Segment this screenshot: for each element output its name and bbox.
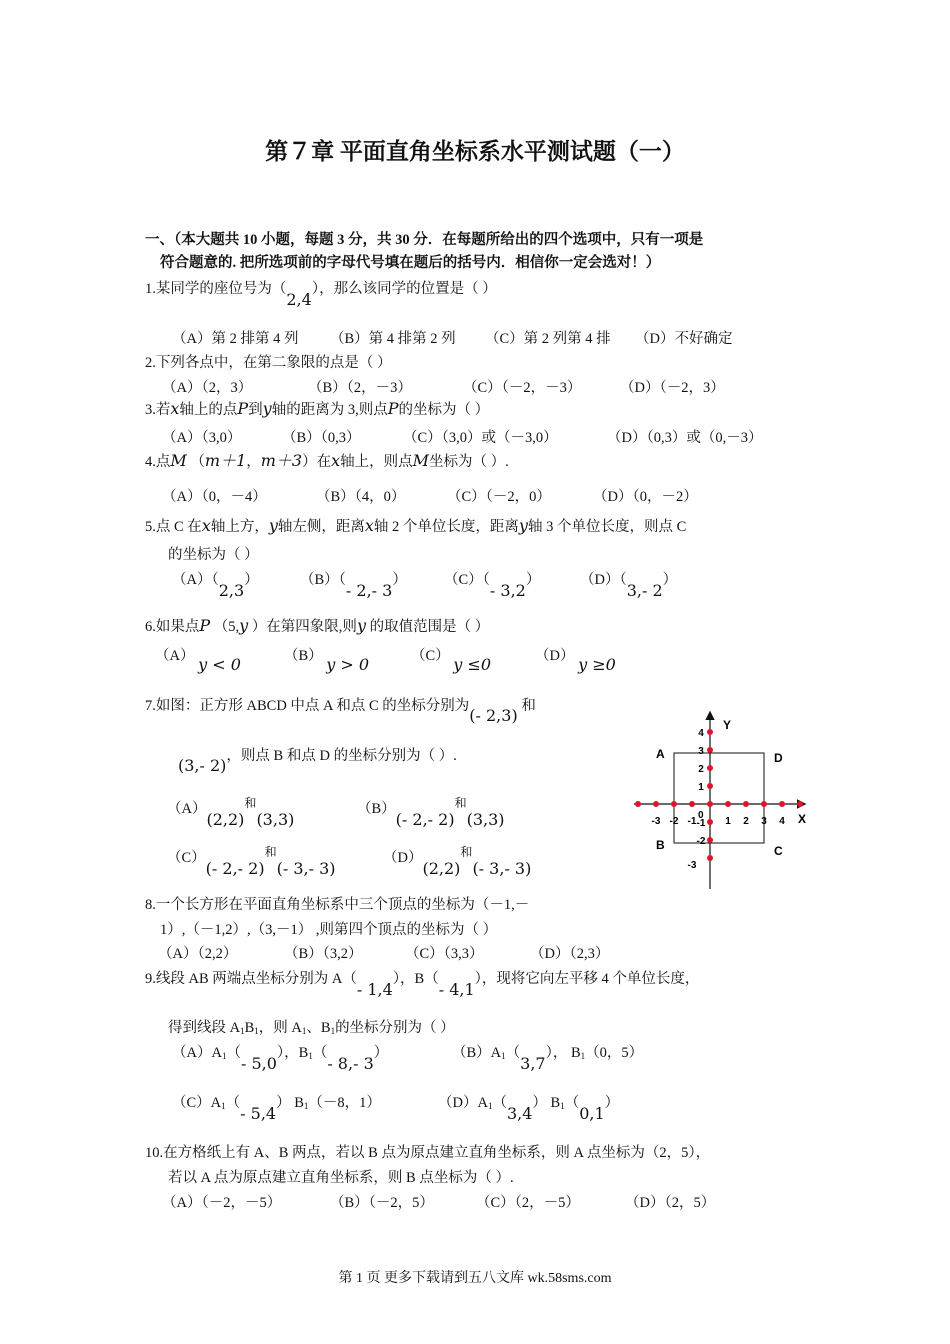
q7-d-m2: (- 3,- 3) (472, 859, 532, 878)
x-axis-point (779, 801, 785, 807)
q5-var-x: x (201, 516, 211, 535)
q3-text-3: 到 (248, 402, 263, 418)
page-footer: 第 1 页 更多下载请到五八文库 wk.58sms.com (338, 1271, 612, 1286)
q10-line2: 若以 A 点为原点建立直角坐标系，则 B 点坐标为（ ）. (168, 1170, 514, 1186)
q7-text-1: 7.如图：正方形 ABCD 中点 A 和点 C 的坐标分别为 (145, 698, 470, 714)
q7-option-b (357, 794, 505, 829)
q9-option-a (172, 1041, 389, 1073)
q6-d-label: （D） (535, 648, 575, 664)
vertex-a-label: A (656, 747, 665, 761)
q10-option-b: （B）（－2，5） (330, 1195, 434, 1211)
q9-line2 (168, 1016, 455, 1037)
q9-c-open: （ (225, 1095, 241, 1111)
q4-text-2: （ (190, 454, 205, 470)
q1-option-b: （B）第 4 排第 2 列 (330, 331, 456, 347)
q9-c-sub1: 1 (221, 1101, 226, 1111)
q4-option-a: （A）（0，－4） (162, 489, 267, 505)
q7-b-label: （B） (357, 801, 396, 817)
q9-a-sub1: 1 (221, 1051, 227, 1061)
q6-text-2: （5, (213, 619, 240, 635)
q3-option-b: （B）（0,3） (282, 430, 361, 446)
question-5 (145, 515, 686, 536)
q3-var-p2: P (387, 399, 399, 418)
q6-b-math: y > 0 (326, 655, 370, 674)
q9-d-m1: 3,4 (506, 1104, 533, 1123)
x-axis-point (761, 801, 767, 807)
x-tick-label: -3 (651, 816, 661, 827)
q9-c-pre: （C）A (172, 1095, 222, 1111)
y-axis-point (707, 783, 713, 789)
q8-line1: 8.一个长方形在平面直角坐标系中三个顶点的坐标为（－1,－ (145, 897, 530, 913)
q9-text-3: ），现将它向左平移 4 个单位长度， (474, 971, 700, 987)
q7-point-c: (3,- 2) (178, 756, 227, 775)
q9-c-mid: ） B (276, 1095, 304, 1111)
q9-b-open: （ (505, 1045, 521, 1061)
q9-d-sub2: 1 (560, 1101, 565, 1111)
q7-d-m1: (2,2) (422, 859, 461, 878)
q5-c-label: （C）（ (444, 572, 490, 588)
q7-a-m2: (3,3) (256, 810, 295, 829)
q5-text-3: 轴左侧，距离 (277, 519, 365, 535)
q7-c-label: （C） (167, 850, 206, 866)
q10-option-d: （D）（2，5） (625, 1195, 716, 1211)
q10-option-c: （C）（2，－5） (476, 1195, 580, 1211)
q4-text-5: 坐标为（ ）. (429, 454, 509, 470)
q5-option-a (172, 568, 259, 600)
q4-var-m2: M (412, 451, 430, 470)
y-axis-point (707, 819, 713, 825)
section-header-line2: 符合题意的. 把所选项前的字母代号填在题后的括号内．相信你一定会选对！） (160, 255, 661, 271)
q3-option-c: （C）（3,0）或（－3,0） (403, 430, 558, 446)
q6-var-y: y (239, 616, 249, 635)
q8-line2: 1）,（－1,2）,（3,－1） ,则第四个顶点的坐标为（ ） (160, 922, 498, 938)
q5-text-4: 轴 2 个单位长度，距离 (373, 519, 519, 535)
q5-text-2: 轴上方， (210, 519, 269, 535)
q9-l2-pre: 得到线段 A (168, 1020, 241, 1036)
q1-option-c: （C）第 2 列第 4 排 (485, 331, 611, 347)
q5-b-math: - 2,- 3 (345, 581, 393, 600)
q7-c-and: 和 (264, 845, 277, 859)
q5-var-y2: y (518, 516, 528, 535)
q7-b-m2: (3,3) (466, 810, 505, 829)
q5-b-label: （B）（ (300, 572, 346, 588)
q9-l2-mid3: 、B (306, 1020, 331, 1036)
q4-option-d: （D）（0，－2） (593, 489, 698, 505)
y-axis-label: Y (723, 718, 732, 732)
q7-option-d (383, 843, 532, 878)
q7-c-m1: (- 2,- 2) (205, 859, 265, 878)
x-tick-label: 3 (761, 816, 767, 827)
q3-var-y: y (262, 399, 272, 418)
q9-d-pre: （D）A (438, 1095, 488, 1111)
q4-expr-2: m＋3 (260, 451, 303, 470)
q9-text-1: 9.线段 AB 两端点坐标分别为 A（ (145, 971, 357, 987)
q3-text-1: 3.若 (145, 402, 171, 418)
x-tick-label: -2 (669, 816, 679, 827)
q6-option-c (411, 644, 492, 674)
square-abcd (674, 753, 764, 843)
coordinate-figure (628, 707, 818, 893)
q8-option-b: （B）（3,2） (284, 946, 363, 962)
question-3 (145, 398, 489, 419)
q5-option-b (300, 568, 407, 600)
q4-option-b: （B）（4，0） (316, 489, 406, 505)
q9-text-2: ），B（ (392, 971, 439, 987)
q6-var-p: P (199, 616, 211, 635)
q8-option-a: （A）（2,2） (158, 946, 238, 962)
y-tick-label: 4 (698, 728, 704, 739)
q3-text-5: 的坐标为（ ） (398, 402, 490, 418)
q4-option-c: （C）（－2，0） (447, 489, 551, 505)
q1-post: ），那么该同学的位置是（ ） (311, 281, 497, 297)
q9-a-close: ） (373, 1045, 389, 1061)
q7-a-label: （A） (167, 801, 207, 817)
q5-a-label: （A）（ (172, 572, 219, 588)
x-axis-point (635, 801, 641, 807)
q9-l2-mid2: ，则 A (258, 1020, 302, 1036)
q9-b-pre: （B）A (452, 1045, 502, 1061)
q9-l2-post: 的坐标分别为（ ） (335, 1020, 455, 1036)
y-axis-point (707, 747, 713, 753)
q9-a-mid: ），B (276, 1045, 309, 1061)
q5-b-close: ） (392, 572, 407, 588)
q9-sub-b1: 1 (254, 1026, 259, 1036)
q7-text-3: ，则点 B 和点 D 的坐标分别为（ ）. (226, 748, 457, 764)
q4-text-4: 轴上，则点 (340, 454, 413, 470)
q9-c-sub2: 1 (303, 1101, 309, 1111)
q9-sub-a1b: 1 (301, 1026, 307, 1036)
q7-option-a (167, 794, 295, 829)
q4-text-1: 4.点 (145, 454, 171, 470)
q5-text-1: 5.点 C 在 (145, 519, 202, 535)
q1-option-d: （D）不好确定 (635, 331, 733, 347)
q2-option-c: （C）（－2，－3） (463, 380, 582, 396)
q6-option-b (284, 644, 370, 674)
q9-sub-b1b: 1 (330, 1026, 336, 1036)
x-axis-point (653, 801, 659, 807)
q6-text-4: 的取值范围是（ ） (369, 619, 490, 635)
q7-b-and: 和 (454, 796, 467, 810)
q9-sub-a1: 1 (240, 1026, 245, 1036)
q9-a-open2: （ (312, 1045, 328, 1061)
q9-option-c (172, 1091, 381, 1123)
question-1 (145, 277, 497, 309)
q9-b-mid: ）， B (545, 1045, 581, 1061)
q9-b-m1: 3,7 (520, 1054, 546, 1073)
q1-pre: 1.某同学的座位号为（ (145, 281, 287, 297)
q4-comma: ， (246, 454, 261, 470)
q7-option-c (167, 843, 336, 878)
q7-d-label: （D） (383, 850, 423, 866)
q5-option-c (444, 568, 541, 600)
q9-b-sub2: 1 (580, 1051, 586, 1061)
q9-b-sub1: 1 (501, 1051, 506, 1061)
q4-text-3: ）在 (302, 454, 332, 470)
x-axis-point (689, 801, 695, 807)
q8-option-d: （D）（2,3） (530, 946, 610, 962)
q5-a-math: 2,3 (218, 581, 245, 600)
vertex-c-label: C (774, 844, 783, 858)
q9-d-open: （ (492, 1095, 507, 1111)
q3-var-p: P (237, 399, 249, 418)
q3-option-d: （D）（0,3）或（0,－3） (607, 430, 763, 446)
page-title: 第７章 平面直角坐标系水平测试题（一） (265, 139, 685, 164)
q1-option-a: （A）第 2 排第 4 列 (172, 331, 299, 347)
q4-expr-1: m＋1 (204, 451, 247, 470)
q9-d-open2: （ (564, 1095, 580, 1111)
y-tick-label: -1 (696, 818, 706, 829)
q6-a-label: （A） (155, 648, 195, 664)
q7-a-and: 和 (244, 796, 257, 810)
q6-d-math: y ≥0 (578, 655, 616, 674)
q5-d-label: （D）（ (580, 572, 627, 588)
q10-line1: 10.在方格纸上有 A、B 两点，若以 B 点为原点建立直角坐标系，则 A 点坐标为（2，5）， (145, 1145, 711, 1161)
q9-c-m1: - 5,4 (240, 1104, 277, 1123)
x-axis-point (671, 801, 677, 807)
section-header-line1: 一、（本大题共 10 小题，每题 3 分，共 30 分．在每题所给出的四个选项中，只有一项是 (145, 232, 704, 248)
q5-line2: 的坐标为（ ） (168, 547, 259, 563)
x-axis-point (797, 801, 803, 807)
q9-c-post: （－8，1） (308, 1095, 381, 1111)
q7-c-m2: (- 3,- 3) (276, 859, 336, 878)
q3-text-2: 轴上的点 (179, 402, 238, 418)
q3-var-x: x (170, 399, 180, 418)
q4-var-m: M (170, 451, 187, 470)
q10-option-a: （A）（－2，－5） (162, 1195, 282, 1211)
q9-d-mid: ） B (532, 1095, 561, 1111)
q6-c-math: y ≤0 (453, 655, 492, 674)
x-axis-point (743, 801, 749, 807)
tick-labels (652, 728, 786, 871)
q6-option-d (535, 644, 616, 674)
q9-option-d (438, 1091, 620, 1123)
y-tick-label: 2 (698, 764, 704, 775)
y-tick-label: 3 (698, 746, 704, 757)
q9-a-m1: - 5,0 (240, 1054, 277, 1073)
q6-text-3: ）在第四象限,则 (251, 619, 357, 635)
q9-a-sub2: 1 (308, 1051, 313, 1061)
q9-d-m2: 0,1 (579, 1104, 605, 1123)
q6-c-label: （C） (411, 648, 450, 664)
y-tick-label: -3 (687, 860, 697, 871)
x-axis-point (707, 801, 713, 807)
q9-a-pre: （A）A (172, 1045, 222, 1061)
x-tick-label: 2 (743, 816, 749, 827)
q9-l2-b: B (244, 1020, 255, 1036)
q9-point-a: - 1,4 (356, 980, 393, 999)
y-axis-point (707, 765, 713, 771)
q2-option-d: （D）（－2，3） (620, 380, 725, 396)
question-2: 2.下列各点中，在第二象限的点是（ ） (145, 355, 392, 371)
q2-option-a: （A）（2，3） (162, 380, 253, 396)
q6-b-label: （B） (284, 648, 323, 664)
q9-d-sub1: 1 (487, 1101, 493, 1111)
q5-c-close: ） (525, 572, 541, 588)
q7-point-a: (- 2,3) (469, 706, 518, 725)
question-4 (145, 448, 509, 471)
q5-var-y: y (268, 516, 278, 535)
q7-text-2: 和 (521, 698, 536, 714)
q7-a-m1: (2,2) (206, 810, 245, 829)
q7-line2 (178, 744, 457, 775)
x-tick-label: -1 (687, 816, 697, 827)
question-7 (145, 694, 536, 725)
q9-a-m2: - 8,- 3 (327, 1054, 374, 1073)
q9-point-b: - 4,1 (438, 980, 475, 999)
q6-text-1: 6.如果点 (145, 619, 200, 635)
y-axis-point (707, 837, 713, 843)
y-tick-label: 1 (698, 782, 704, 793)
q5-option-d (580, 568, 678, 600)
x-axis-point (725, 801, 731, 807)
q5-d-math: 3,- 2 (626, 581, 663, 600)
q7-b-m1: (- 2,- 2) (395, 810, 455, 829)
q5-a-close: ） (244, 572, 259, 588)
q9-b-post: （0，5） (585, 1045, 644, 1061)
q5-text-5: 轴 3 个单位长度，则点 C (527, 519, 687, 535)
q4-var-x: x (331, 451, 341, 470)
vertex-d-label: D (774, 751, 783, 765)
y-tick-label: -2 (696, 836, 706, 847)
x-axis-label: X (798, 812, 807, 826)
y-axis-point (707, 855, 713, 861)
q9-option-b (452, 1041, 644, 1073)
origin-label: 0 (698, 810, 704, 821)
q9-d-close: ） (604, 1095, 620, 1111)
q1-math: 2,4 (286, 290, 312, 309)
question-9 (145, 967, 700, 999)
question-6 (145, 615, 489, 636)
vertex-b-label: B (656, 838, 665, 852)
q2-option-b: （B）（2，－3） (308, 380, 412, 396)
x-tick-label: 4 (779, 816, 785, 827)
x-tick-label: 1 (725, 816, 731, 827)
q5-var-x2: x (364, 516, 374, 535)
y-axis-point (707, 729, 713, 735)
q9-a-open: （ (226, 1045, 241, 1061)
q6-a-math: y < 0 (198, 655, 241, 674)
q3-text-4: 轴的距离为 3,则点 (271, 402, 388, 418)
q6-var-y2: y (356, 616, 366, 635)
q5-d-close: ） (662, 572, 678, 588)
q6-option-a (155, 644, 241, 674)
q5-c-math: - 3,2 (489, 581, 526, 600)
q8-option-c: （C）（3,3） (405, 946, 484, 962)
q3-option-a: （A）（3,0） (162, 430, 242, 446)
q7-d-and: 和 (460, 845, 473, 859)
